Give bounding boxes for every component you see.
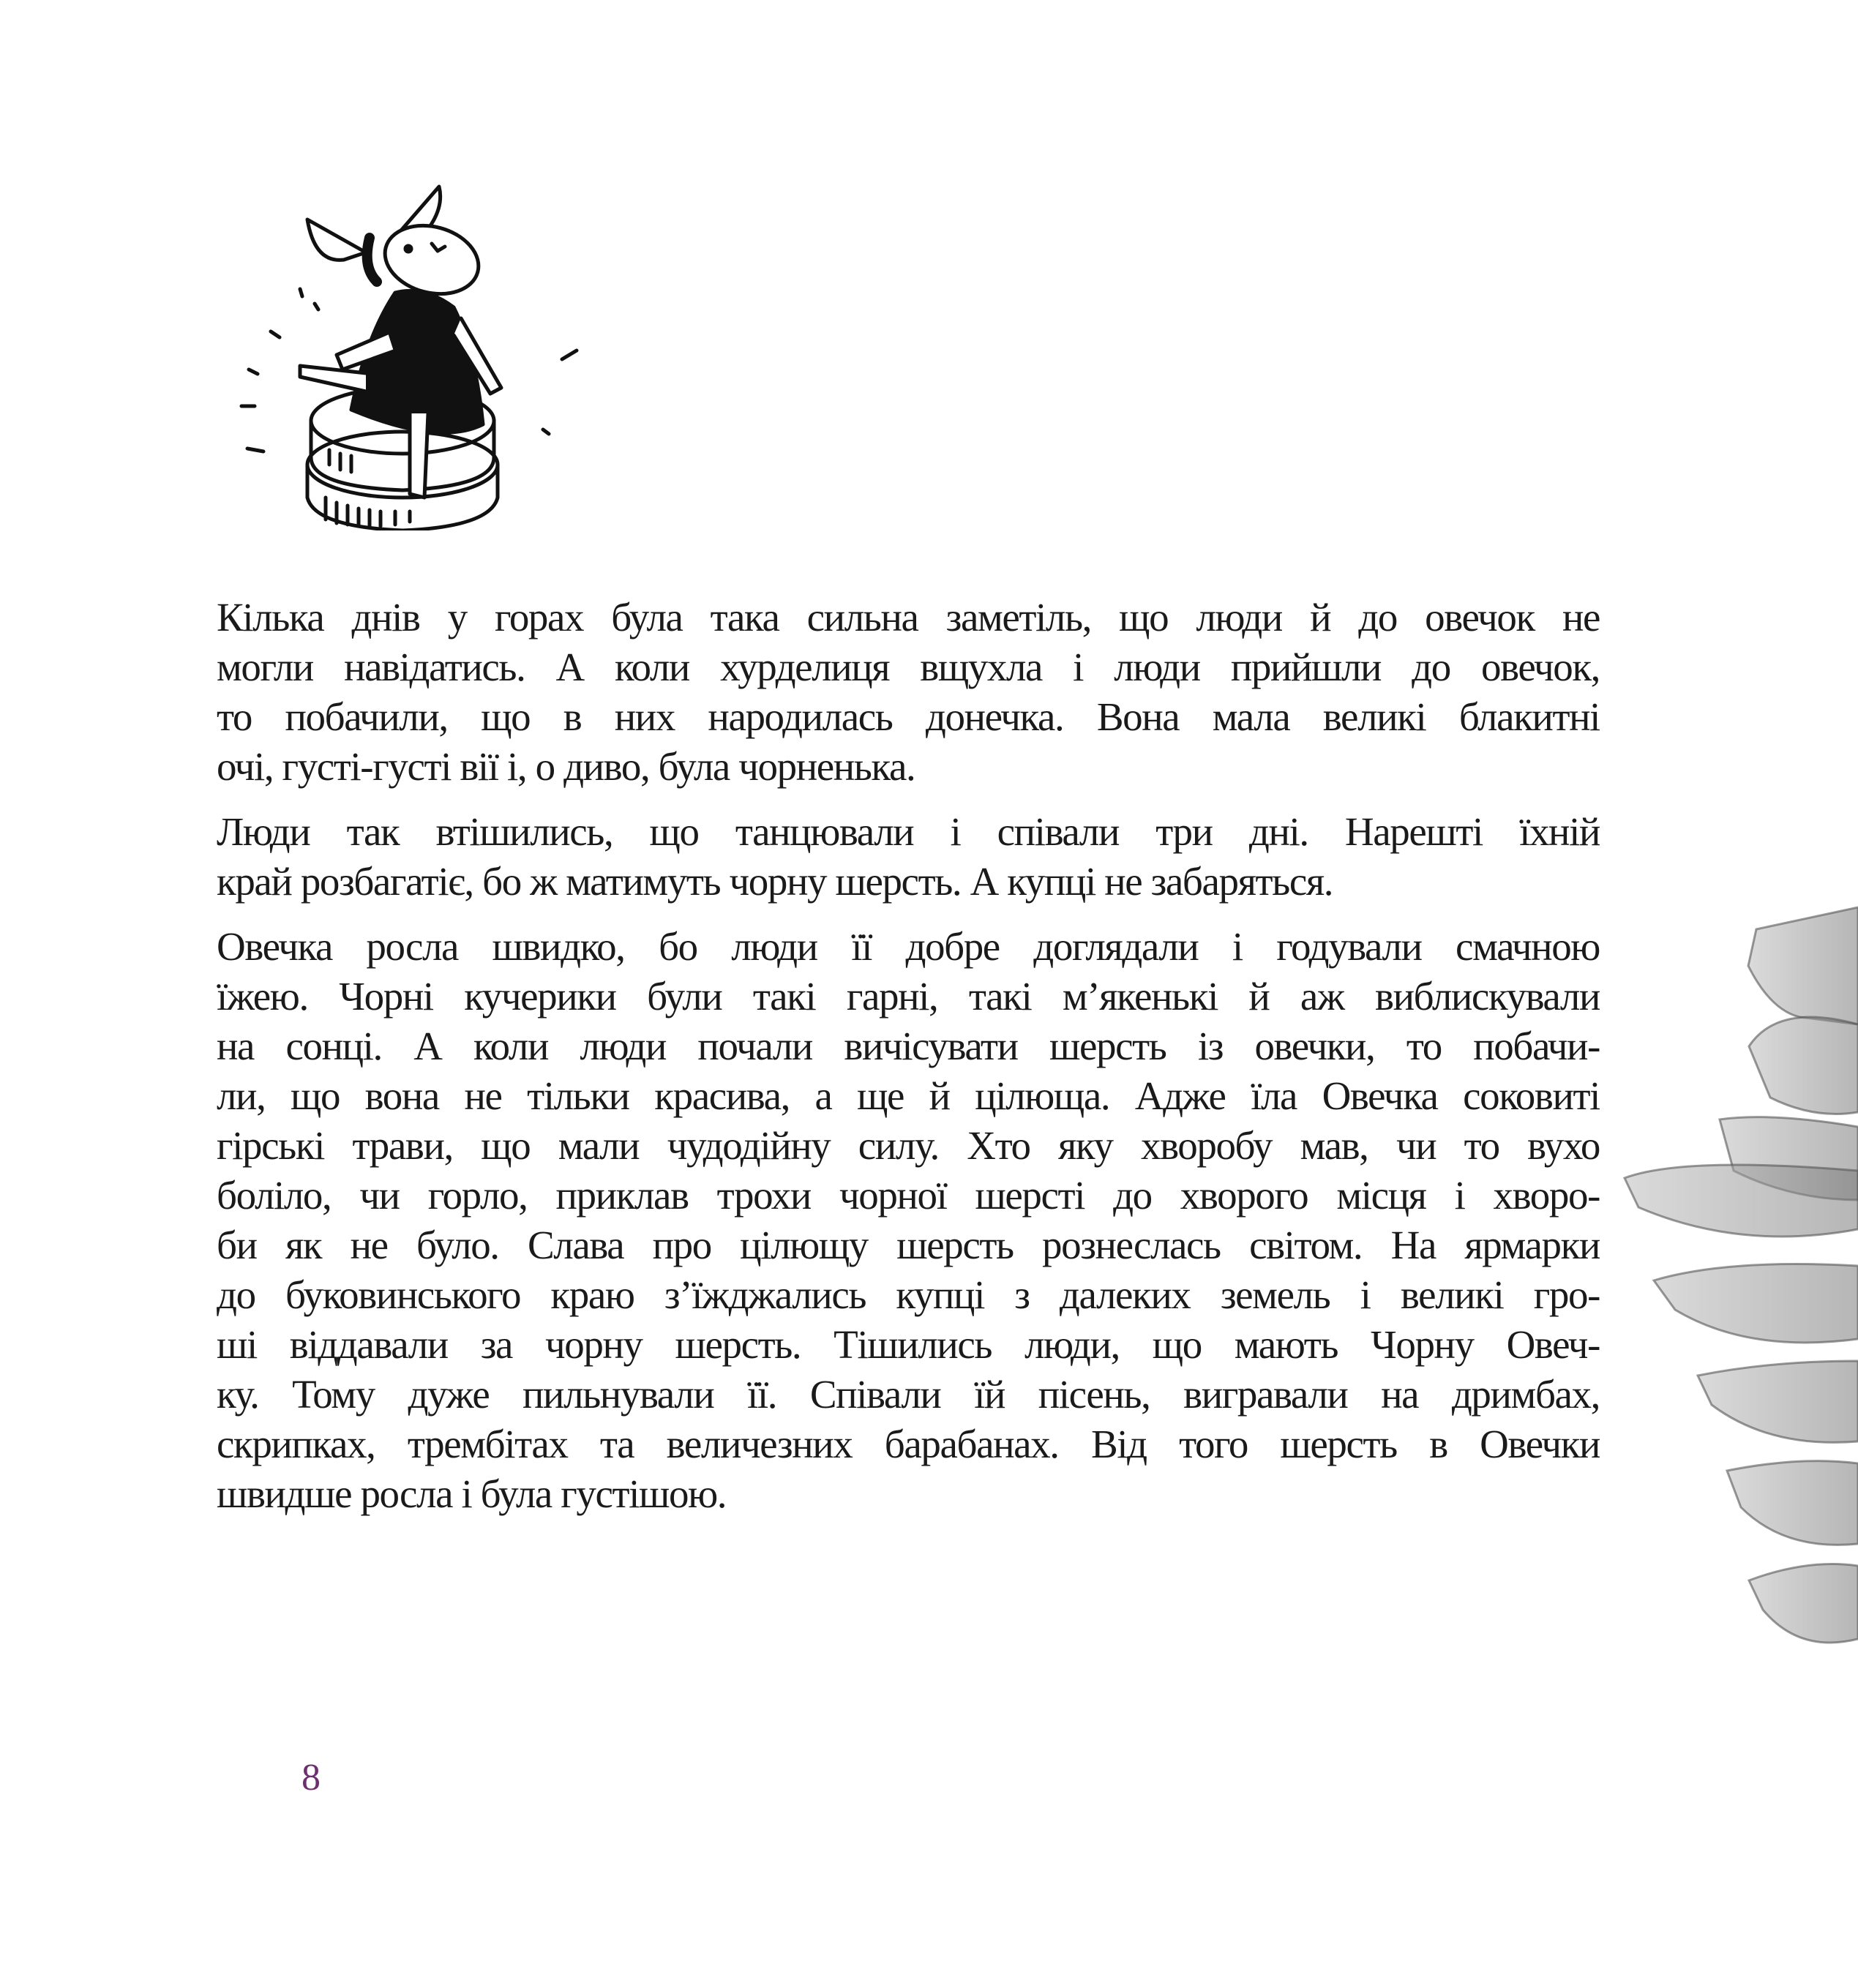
text-line: ші віддавали за чорну шерсть. Тішились люди, що мають Чорну Овеч- (217, 1322, 1600, 1367)
paragraph-3 (217, 922, 1600, 1519)
text-line: Овечка росла швидко, бо люди її добре доглядали і годували смачною (217, 924, 1600, 969)
page-number: 8 (301, 1757, 321, 1798)
text-line: край розбагатіє, бо ж матимуть чорну шерсть. А купці не забаряться. (217, 859, 1333, 904)
text-line: ли, що вона не тільки красива, а ще й цілюща. Адже їла Овечка соковиті (217, 1073, 1600, 1118)
text-line: боліло, чи горло, приклав трохи чорної шерсті до хворого місця і хворо- (217, 1173, 1600, 1218)
text-line: гірські трави, що мали чудодійну силу. Хто яку хворобу мав, чи то вухо (217, 1123, 1600, 1168)
pencil-sketch-illustration (1610, 871, 1858, 1771)
text-line: Люди так втішились, що танцювали і співали три дні. Нарешті їхній (217, 809, 1600, 854)
paragraph-2 (217, 807, 1600, 907)
text-line: могли навідатись. А коли хурделиця вщухла і люди прийшли до овечок, (217, 645, 1600, 689)
text-line: очі, густі-густі вії і, о диво, була чорненька. (217, 744, 915, 789)
paragraph-1 (217, 593, 1600, 792)
text-line: на сонці. А коли люди почали вичісувати шерсть із овечки, то побачи- (217, 1024, 1600, 1068)
text-line: їжею. Чорні кучерики були такі гарні, такі м’якенькі й аж виблискували (217, 974, 1600, 1019)
black-sheep-illustration (220, 165, 585, 530)
text-line: би як не було. Слава про цілющу шерсть рознеслась світом. На ярмарки (217, 1223, 1600, 1267)
text-line: до буковинського краю з’їжджались купці з далеких земель і великі гро- (217, 1272, 1600, 1317)
text-line: швидше росла і була густішою. (217, 1471, 727, 1516)
text-line: ку. Тому дуже пильнували її. Співали їй пісень, вигравали на дримбах, (217, 1372, 1600, 1417)
text-line: то побачили, що в них народилась донечка. Вона мала великі блакитні (217, 694, 1600, 739)
story-text (217, 593, 1600, 1534)
text-line: Кілька днів у горах була така сильна заметіль, що люди й до овечок не (217, 595, 1600, 639)
text-line: скрипках, трембітах та величезних барабанах. Від того шерсть в Овечки (217, 1422, 1600, 1466)
